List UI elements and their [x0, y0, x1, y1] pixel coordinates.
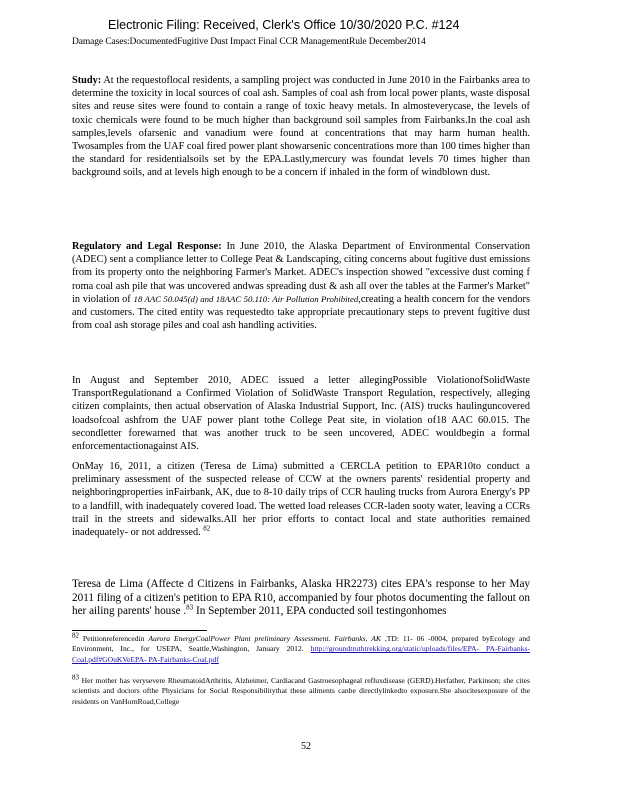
regulatory-body-1: In June 2010, the Alaska Department of Environmental Conservation (ADEC) sent a compliance letter to College Peat & Landscaping, citing concerns about fugitive dust emissions from its property onto the neighboring Farmer's Market. ADEC's inspection showed "excessive dust coming f roma coal ash pile that was uncovered andwas spreading dust & ash all over the tables at the Farmer's Market" in violation of — [72, 241, 530, 305]
footnote-82-link[interactable]: http://groundtruthtrekking.org/static/uploads/files/EPA- PA-Fairbanks-Coal.pdf#GOuKVeEPA- PA-Fairbanks-Coal.pdf — [72, 644, 530, 664]
footnote-divider — [72, 630, 207, 631]
footnote-83-number: 83 — [72, 673, 79, 682]
footnote-82-number: 82 — [72, 631, 79, 640]
regulation-citation: 18 AAC 50.045(d) and 18AAC 50.110: Air Pollution Prohibited — [133, 293, 359, 304]
filing-stamp: Electronic Filing: Received, Clerk's Office 10/30/2020 P.C. #124 — [108, 18, 460, 32]
footnote-83 — [72, 673, 530, 707]
footnote-82 — [72, 631, 530, 665]
page-number: 52 — [301, 741, 311, 752]
study-heading: Study: — [72, 75, 102, 86]
may-paragraph — [72, 460, 530, 539]
footnote-83-text: Her mother has verysevere RheumatoidArthritis, Alzheimer, Cardiacand Gastroesophageal refluxdisease (GERD).Herfather, Parkinson; she cites scientists and doctors ofthe Physicians for Social Responsibilitythat these ailments canbe directlylinkedto exposure.She alsocitesexposure of the residents on VanHornRoad,College — [72, 676, 530, 706]
footnote-82-prefix: Petitionreferencedin — [79, 634, 149, 643]
regulatory-body-2: ,creating a health concern for the vendors and customers. The cited entity was requestedto take appropriate precautionary steps to prevent fugitive dust from coal ash storage piles and coal ash handling activities. — [72, 293, 530, 332]
teresa-paragraph — [72, 578, 530, 619]
regulatory-heading: Regulatory and Legal Response: — [72, 241, 222, 252]
running-header: Damage Cases:DocumentedFugitive Dust Impact Final CCR ManagementRule December2014 — [72, 37, 426, 47]
may-body: OnMay 16, 2011, a citizen (Teresa de Lima) submitted a CERCLA petition to EPAR10to conduct a preliminary assessment of the suspected release of CCW at the owners parents' residential property and neighboringproperties inFairbank, AK, due to 8-10 daily trips of CCR hauling trucks from Aurora Energy's PP to a landfill, with inadequately covered load. The wetted load releases CCR-laden sooty water, leaving a CCRs trail in the streets and sidewalks.All her prior efforts to contact local and state authorities remained inadequately- or not addressed. — [72, 461, 530, 539]
august-paragraph: In August and September 2010, ADEC issued a letter allegingPossible ViolationofSolidWaste TransportRegulationand a Confirmed Violation of SolidWaste Transport Regulation, respectively, alleging citizen complaints, then actual observation of Alaska Industrial Support, Inc. (AIS) trucks haulinguncovered loadsofcoal ashfrom the UAF power plant tothe College Peat site, in violation of18 AAC 60.015. The secondletter forewarned that was another truck to be seen uncovered, ADEC wouldbegin a formal enforcementactionagainst AIS. — [72, 375, 530, 453]
regulatory-paragraph — [72, 240, 530, 332]
footnote-82-title: Aurora EnergyCoalPower Plant preliminary Assessment. Fairbanks, AK — [148, 634, 381, 643]
footnote-82-details: ,TD: 11- 06 -0004, prepared byEcology and Environment, Inc., for USEPA, Seattle,Washington, January 2012. — [72, 634, 530, 654]
teresa-body: Teresa de Lima (Affecte d Citizens in Fairbanks, Alaska HR2273) cites EPA's response to her May 2011 filing of a citizen's petition to EPA R10, accompanied by four photos documenting the fallout on her ailing parents' house . — [72, 578, 530, 618]
footnote-ref-83[interactable]: 83 — [186, 603, 194, 612]
study-paragraph — [72, 74, 530, 180]
footnote-ref-82[interactable]: 82 — [203, 524, 211, 533]
teresa-tail: In September 2011, EPA conducted soil testingonhomes — [193, 605, 447, 618]
study-body: At the requestoflocal residents, a sampling project was conducted in June 2010 in the Fairbanks area to determine the toxicity in local sources of coal ash. Samples of coal ash from local power plants, waste disposal sites and reuse sites were found to contain a range of toxic heavy metals. In almosteverycase, the levels of toxic chemicals were found to be much higher than background soil samples from Fairbanks.In the coal ash samples,levels ofarsenic and vanadium were found at concentrations that may harm human health. Twosamples from the UAF coal fired power plant showarsenic concentrations more than 100 times higher than the standard for residentialsoils set by the EPA.Lastly,mercury was foundat levels 70 times higher than background soils, and at levels high enough to be a concern if inhaled in the form of windblown dust. — [72, 75, 530, 179]
